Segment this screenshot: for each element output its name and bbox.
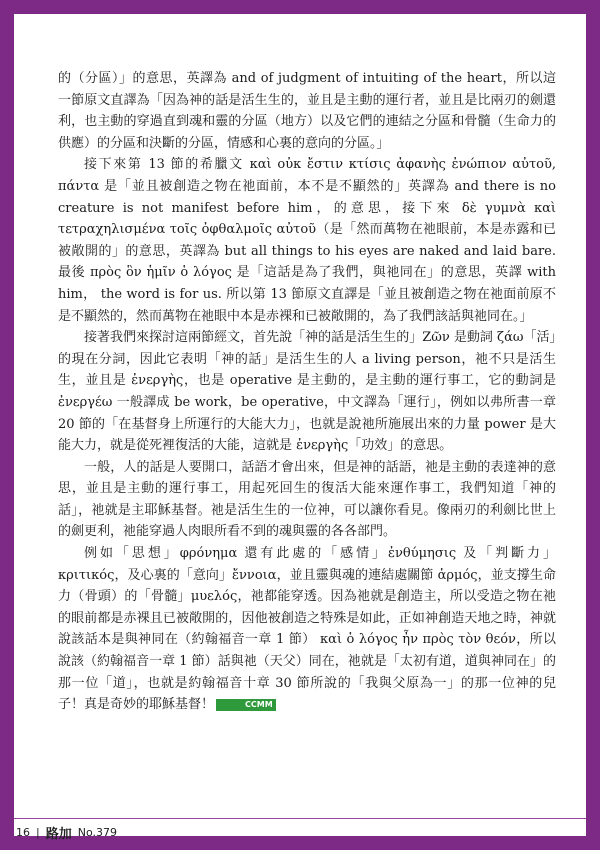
paragraph-2: 接下來第 13 節的希臘文 καὶ οὐκ ἔστιν κτίσις ἀφανὴς ἐνώπιον αὐτοῦ, πάντα 是「並且被創造之物在祂面前，本不是不顯然的」英譯為 and there is no creature is not manifest before him，的意思，接下來 δὲ γυμνὰ καὶ τετραχηλισμένα τοῖς ὀφθαλμοῖς αὐτοῦ（是「然而萬物在祂眼前，本是赤露和已被敞開的」的意思，英譯為 but all things to his eyes are naked and laid bare. 最後 πρὸς ὃν ἡμῖν ὁ λόγος 是「這話是為了我們，與祂同在」的意思，英譯 with him， the word is for us. 所以第 13 節原文直譯是「並且被創造之物在祂面前原不是不顯然的，然而萬物在祂眼中本是赤裸和已被敞開的，為了我們該話與祂同在。」	[58, 157, 556, 324]
paragraph-5-text: 例如「思想」φρόνημα 還有此處的「感情」ἐνθύμησις 及「判斷力」κριτικός，及心裏的「意向」ἔννοια，並且靈與魂的連結處關節 ἁρμός，並支撐生命力（骨頭）的「骨髓」μυελός，祂都能穿透。因為祂就是創造主，所以受造之物在祂的眼前都是赤裸且已被敞開的，因他被創造之特殊是如此，正如神創造天地之時，神就說該話本是與神同在（約翰福音一章 1 節） καὶ ὁ λόγος ἦν πρὸς τὸν θεόν，所以說該（約翰福音一章 1 節）話與祂（天父）同在，祂就是「太初有道，道與神同在」的那一位「道」，也就是約翰福音十章 30 節所說的「我與父原為一」的那一位神的兒子！真是奇妙的耶穌基督！	[58, 546, 556, 713]
issue-number: No.379	[77, 825, 117, 839]
paragraph-1: 的（分區）」的意思，英譯為 and of judgment of intuiting of the heart，所以這一節原文直譯為「因為神的話是活生生的，並且是主動的運行者，並且是比兩刃的劍還利，也主動的穿過直到魂和靈的分區（地方）以及它們的連結之分區和骨髓（生命力的供應）的分區和決斷的分區，情感和心裏的意向的分區。」	[58, 71, 556, 151]
page-number: 16	[16, 825, 30, 839]
paragraph-3: 接著我們來探討這兩節經文，首先說「神的話是活生生的」Ζῶν 是動詞 ζάω「活」的現在分詞，因此它表明「神的話」是活生生的人 a living person，祂不只是活生生，並且是 ἐνεργὴς，也是 operative 是主動的，是主動的運行事工，它的動詞是 ἐνεργέω 一般譯成 be work，be operative，中文譯為「運行」，例如以弗所書一章 20 節的「在基督身上所運行的大能大力」，也就是說祂所施展出來的力量 power 是大能大力，就是從死裡復活的大能，這就是 ἐνεργὴς「功效」的意思。	[58, 330, 556, 454]
ccmm-end-mark: CCMM	[216, 699, 276, 711]
magazine-name: 路加	[45, 826, 72, 842]
paragraph-5	[58, 543, 556, 716]
footer-divider	[14, 818, 586, 819]
article-body	[58, 68, 556, 716]
paragraph-4: 一般，人的話是人要開口，話語才會出來，但是神的話語，祂是主動的表達神的意思，並且是主動的運行事工，用起死回生的復活大能來運作事工，我們知道「神的話」，祂就是主耶穌基督。祂是活生生的一位神，可以讓你看見。像兩刃的利劍比世上的劍更利，祂能穿過人肉眼所看不到的魂與靈的各各部門。	[58, 459, 556, 540]
footer-separator: |	[36, 825, 40, 839]
page-footer	[16, 822, 117, 842]
